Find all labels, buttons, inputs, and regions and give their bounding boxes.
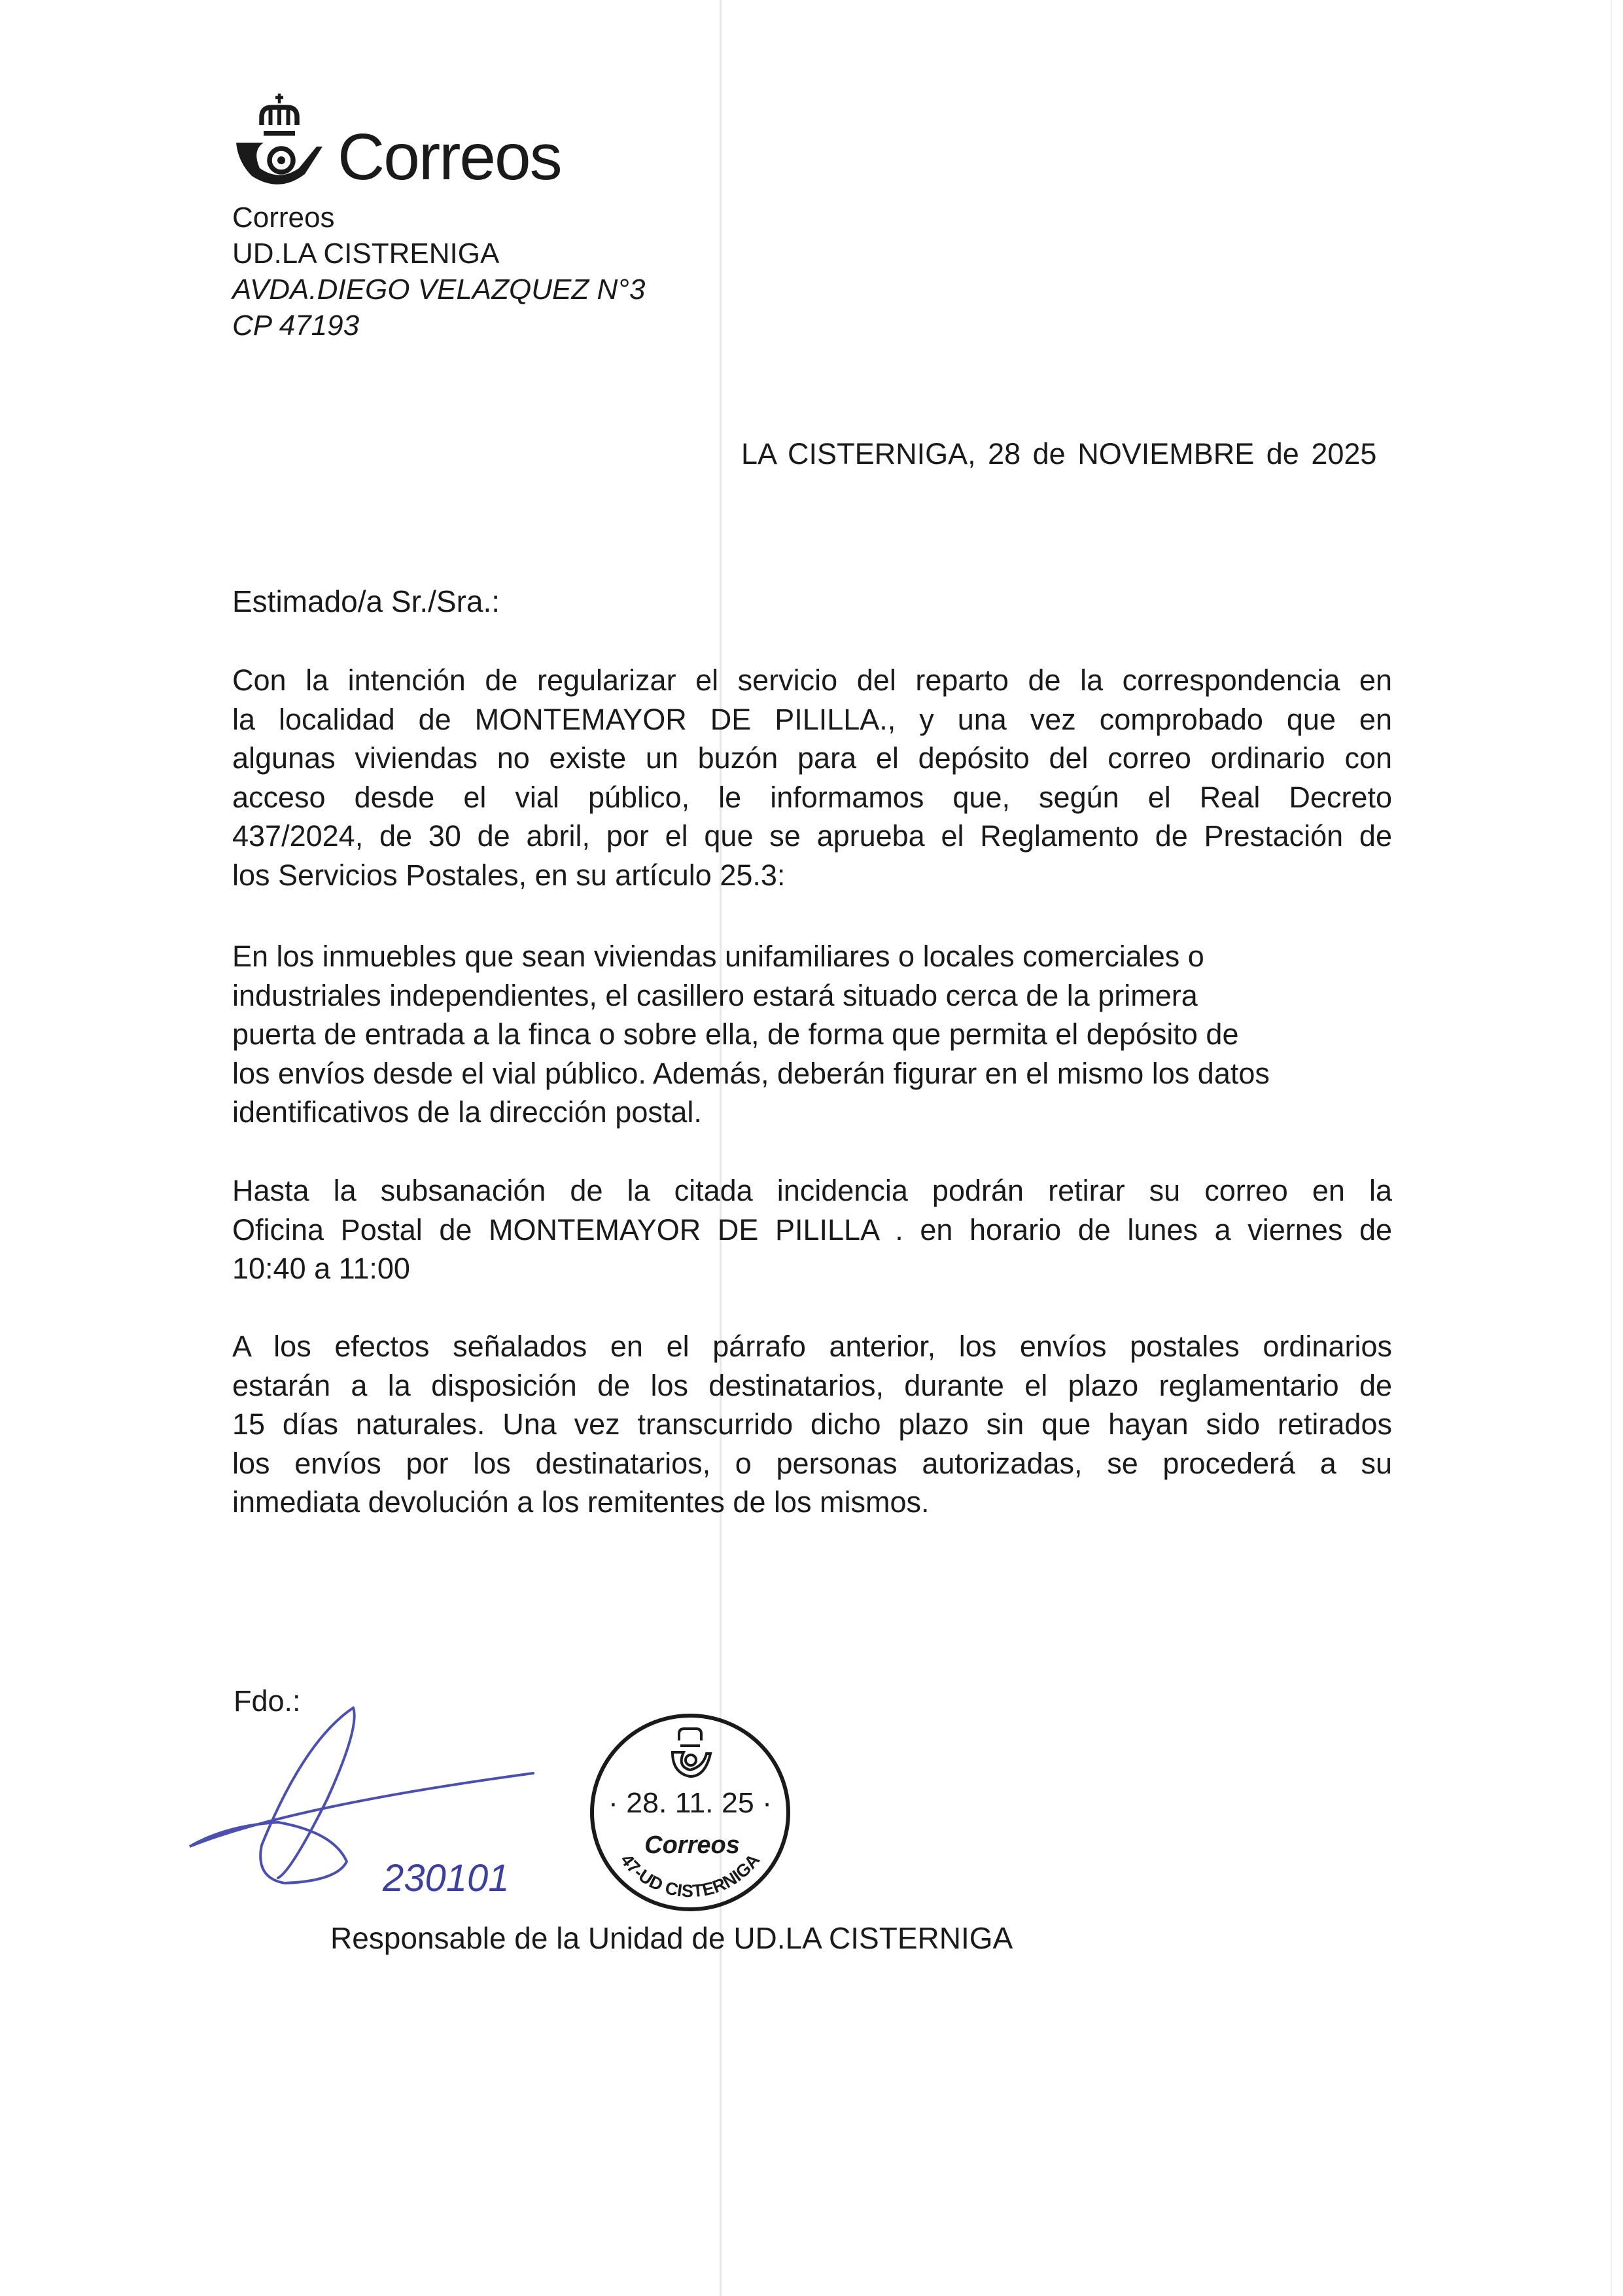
text-line: la localidad de MONTEMAYOR DE PILILLA., y una vez comprobado que en [232, 702, 1392, 736]
text-line: 437/2024, de 30 de abril, por el que se aprueba el Reglamento de Prestación de [232, 819, 1392, 853]
text-line: identificativos de la dirección postal. [232, 1095, 702, 1129]
text-line: A los efectos señalados en el párrafo anterior, los envíos postales ordinarios [232, 1330, 1392, 1363]
text-line: los Servicios Postales, en su artículo 25.3: [232, 858, 786, 892]
correos-horn-crown-icon [230, 92, 328, 190]
scan-artifact-line [1611, 0, 1612, 2296]
sender-unit: UD.LA CISTRENIGA [232, 238, 500, 270]
logo-wordmark: Correos [338, 120, 561, 194]
text-line: acceso desde el vial público, le informamos que, según el Real Decreto [232, 780, 1392, 814]
postmark-stamp [582, 1708, 798, 1917]
correos-stamp-logo-icon [672, 1729, 710, 1776]
text-line: los envíos por los destinatarios, o personas autorizadas, se procederá a su [232, 1446, 1392, 1480]
text-line: Hasta la subsanación de la citada incidencia podrán retirar su correo en la [232, 1174, 1392, 1207]
greeting: Estimado/a Sr./Sra.: [232, 584, 500, 618]
text-line: estarán a la disposición de los destinatarios, durante el plazo reglamentario de [232, 1368, 1392, 1402]
text-line: Oficina Postal de MONTEMAYOR DE PILILLA . en horario de lunes a viernes de [232, 1212, 1392, 1246]
text-line: inmediata devolución a los remitentes de los mismos. [232, 1485, 930, 1519]
text-line: En los inmuebles que sean viviendas unifamiliares o locales comerciales o [232, 940, 1204, 973]
text-line: puerta de entrada a la finca o sobre ella, de forma que permita el depósito de [232, 1017, 1239, 1051]
paragraph-pickup-office [232, 1171, 1392, 1288]
sender-street: AVDA.DIEGO VELAZQUEZ N°3 [232, 274, 646, 306]
handwritten-signature [186, 1701, 553, 1911]
paragraph-intro [232, 661, 1392, 894]
stamp-ring-text: 47-UD CISTERNIGA [616, 1850, 764, 1901]
date-line: LA CISTERNIGA, 28 de NOVIEMBRE de 2025 [741, 437, 1377, 470]
sender-address [232, 200, 645, 344]
footer-responsible: Responsable de la Unidad de UD.LA CISTERNIGA [330, 1921, 1013, 1955]
correos-logo [230, 92, 561, 194]
signature-label: Fdo.: [234, 1684, 301, 1718]
paragraph-return-policy [232, 1327, 1392, 1522]
handwritten-number: 230101 [383, 1857, 510, 1899]
text-line: 10:40 a 11:00 [232, 1252, 410, 1285]
stamp-date: · 28. 11. 25 · [608, 1787, 772, 1819]
paragraph-regulation-quote [232, 937, 1392, 1132]
text-line: Con la intención de regularizar el servicio del reparto de la correspondencia en [232, 663, 1392, 697]
text-line: 15 días naturales. Una vez transcurrido dicho plazo sin que hayan sido retirados [232, 1407, 1392, 1441]
sender-name: Correos [232, 202, 335, 234]
text-line: los envíos desde el vial público. Además, deberán figurar en el mismo los datos [232, 1056, 1270, 1090]
text-line: industriales independientes, el casillero estará situado cerca de la primera [232, 978, 1198, 1012]
stamp-brand: Correos [644, 1831, 740, 1859]
sender-postcode: CP 47193 [232, 309, 360, 342]
text-line: algunas viviendas no existe un buzón para el depósito del correo ordinario con [232, 741, 1392, 775]
